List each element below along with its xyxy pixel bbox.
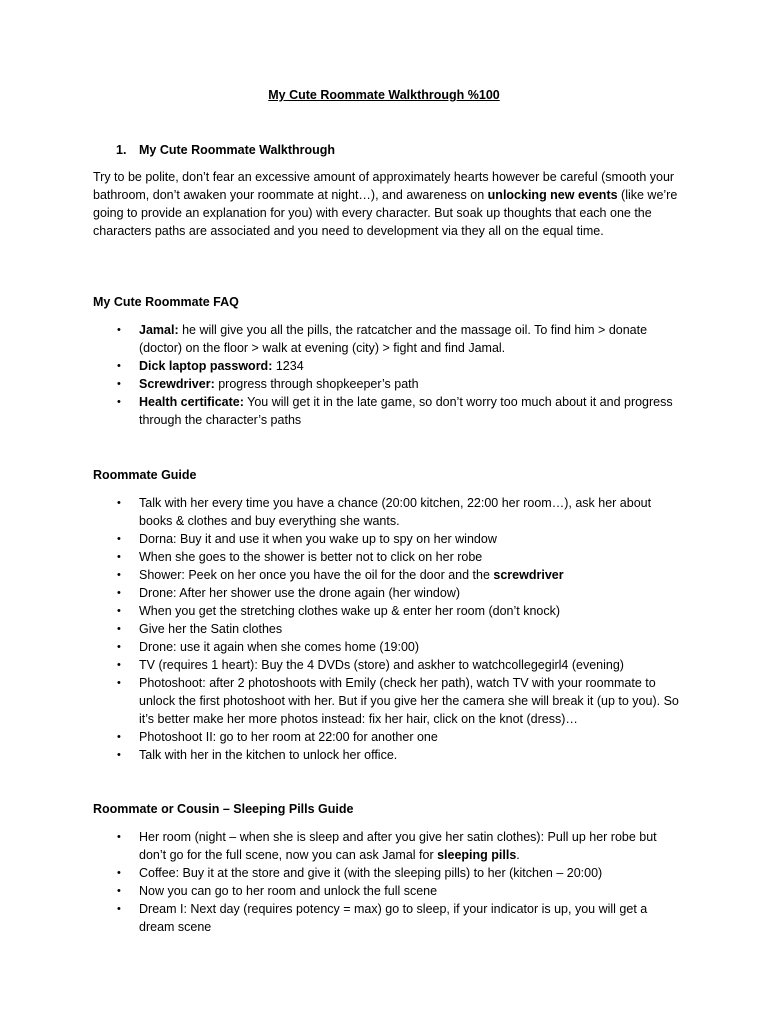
list-item-text: progress through shopkeeper’s path xyxy=(214,377,419,391)
bullet-icon: • xyxy=(117,903,121,915)
intro-bold: unlocking new events xyxy=(487,188,618,202)
list-item xyxy=(93,882,683,900)
intro-text-2: (like we’re going to provide an explanation for you) with every character. But soak up thoughts that each one the characters paths are associated and you need to development via they all on the equal time. xyxy=(93,188,678,238)
list-item-label: Dick laptop password: xyxy=(139,359,273,373)
list-item xyxy=(93,357,683,375)
list-item xyxy=(93,548,683,566)
list-item-text: Dorna: Buy it and use it when you wake up to spy on her window xyxy=(139,532,497,546)
list-item-text: Drone: use it again when she comes home (19:00) xyxy=(139,640,420,654)
list-item-label: Jamal: xyxy=(139,323,179,337)
list-item-text: Photoshoot: after 2 photoshoots with Emily (check her path), watch TV with your roommate to unlock the first photoshoot with her. But if you give her the camera she will break it (up to you). So it’s better make her more photos instead: fix her hair, click on the knot (dress)… xyxy=(139,676,679,726)
bullet-icon: • xyxy=(117,641,121,653)
section-heading-text: My Cute Roommate Walkthrough xyxy=(139,143,336,157)
document-title: My Cute Roommate Walkthrough %100 xyxy=(268,88,500,102)
section-heading-walkthrough xyxy=(116,143,335,157)
section-number: 1. xyxy=(116,143,127,157)
list-item-text: TV (requires 1 heart): Buy the 4 DVDs (store) and askher to watchcollegegirl4 (evening) xyxy=(139,658,624,672)
list-item xyxy=(93,375,683,393)
bullet-icon: • xyxy=(117,378,121,390)
bullet-icon: • xyxy=(117,533,121,545)
bullet-icon: • xyxy=(117,831,121,843)
list-item xyxy=(93,728,683,746)
faq-list xyxy=(93,321,683,429)
list-item-text: When you get the stretching clothes wake up & enter her room (don’t knock) xyxy=(139,604,561,618)
list-item-text: Give her the Satin clothes xyxy=(139,622,283,636)
list-item xyxy=(93,566,683,584)
bullet-icon: • xyxy=(117,677,121,689)
bullet-icon: • xyxy=(117,497,121,509)
list-item xyxy=(93,900,683,936)
list-item-text: Now you can go to her room and unlock the full scene xyxy=(139,884,438,898)
list-item xyxy=(93,321,683,357)
list-item xyxy=(93,584,683,602)
list-item xyxy=(93,746,683,764)
bullet-icon: • xyxy=(117,605,121,617)
bullet-icon: • xyxy=(117,731,121,743)
list-item-text: When she goes to the shower is better not to click on her robe xyxy=(139,550,483,564)
bullet-icon: • xyxy=(117,749,121,761)
list-item-bold: screwdriver xyxy=(493,568,564,582)
bullet-icon: • xyxy=(117,569,121,581)
list-item-label: Screwdriver: xyxy=(139,377,215,391)
list-item xyxy=(93,602,683,620)
list-item xyxy=(93,864,683,882)
list-item-text: Dream I: Next day (requires potency = max) go to sleep, if your indicator is up, you will get a dream scene xyxy=(139,902,648,934)
list-item xyxy=(93,656,683,674)
bullet-icon: • xyxy=(117,867,121,879)
list-item-text: 1234 xyxy=(272,359,304,373)
list-item-tail: . xyxy=(516,848,520,862)
intro-text-1: Try to be polite, don’t fear an excessive amount of approximately hearts however be careful (smooth your bathroom, don’t awaken your roommate at night…), and awareness on xyxy=(93,170,675,202)
list-item xyxy=(93,620,683,638)
roommate-guide-heading: Roommate Guide xyxy=(93,468,197,482)
list-item-text: he will give you all the pills, the ratcatcher and the massage oil. To find him > donate (doctor) on the floor > walk at evening (city) > fight and find Jamal. xyxy=(139,323,648,355)
list-item-text: Talk with her every time you have a chance (20:00 kitchen, 22:00 her room…), ask her about books & clothes and buy everything she wants. xyxy=(139,496,652,528)
list-item-text: Her room (night – when she is sleep and after you give her satin clothes): Pull up her robe but don’t go for the full scene, now you can ask Jamal for xyxy=(139,830,657,862)
roommate-guide-list xyxy=(93,494,683,764)
bullet-icon: • xyxy=(117,659,121,671)
bullet-icon: • xyxy=(117,324,121,336)
bullet-icon: • xyxy=(117,360,121,372)
bullet-icon: • xyxy=(117,396,121,408)
list-item-text: Photoshoot II: go to her room at 22:00 for another one xyxy=(139,730,438,744)
list-item xyxy=(93,494,683,530)
bullet-icon: • xyxy=(117,551,121,563)
list-item-text: You will get it in the late game, so don’t worry too much about it and progress through the character’s paths xyxy=(139,395,673,427)
bullet-icon: • xyxy=(117,587,121,599)
list-item xyxy=(93,530,683,548)
sleeping-pills-list xyxy=(93,828,683,936)
sleeping-pills-heading: Roommate or Cousin – Sleeping Pills Guide xyxy=(93,802,354,816)
list-item-text: Shower: Peek on her once you have the oil for the door and the xyxy=(139,568,494,582)
list-item xyxy=(93,828,683,864)
list-item xyxy=(93,638,683,656)
list-item-text: Drone: After her shower use the drone again (her window) xyxy=(139,586,461,600)
bullet-icon: • xyxy=(117,623,121,635)
faq-heading: My Cute Roommate FAQ xyxy=(93,295,239,309)
list-item xyxy=(93,393,683,429)
list-item-bold: sleeping pills xyxy=(437,848,517,862)
intro-paragraph xyxy=(93,168,683,240)
list-item-text: Talk with her in the kitchen to unlock her office. xyxy=(139,748,398,762)
list-item xyxy=(93,674,683,728)
bullet-icon: • xyxy=(117,885,121,897)
list-item-text: Coffee: Buy it at the store and give it (with the sleeping pills) to her (kitchen – 20:00) xyxy=(139,866,603,880)
list-item-label: Health certificate: xyxy=(139,395,244,409)
